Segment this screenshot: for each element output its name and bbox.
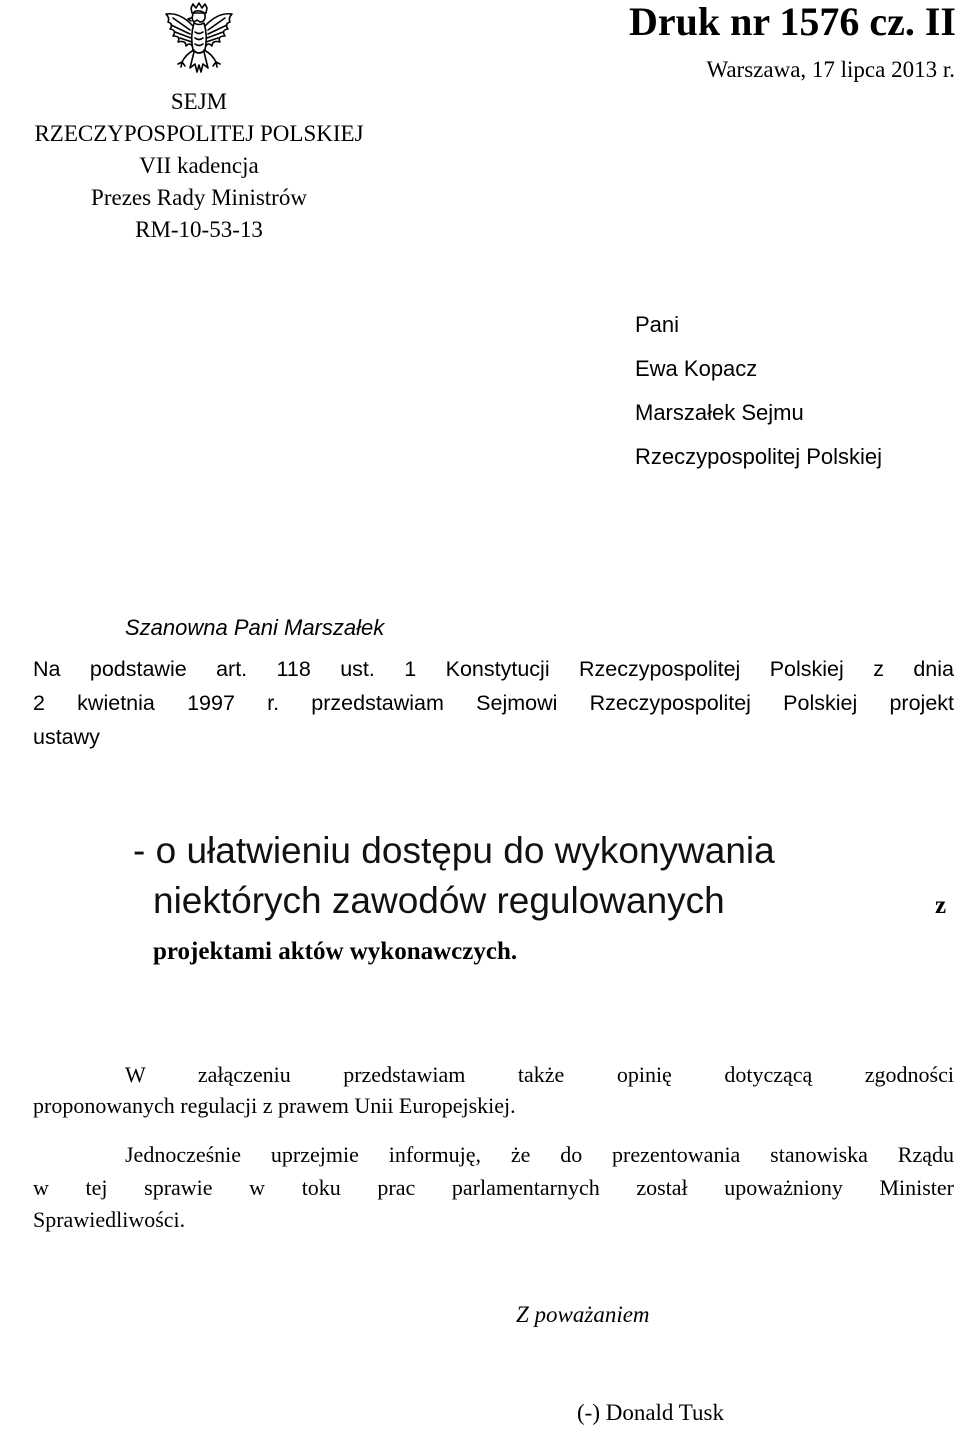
sender-line-kadencja: VII kadencja (139, 153, 259, 178)
intro-line: 2 kwietnia 1997 r. przedstawiam Sejmowi Rzeczypospolitej Polskiej projekt (33, 691, 954, 715)
polish-eagle-emblem-icon (160, 2, 238, 86)
sender-line-sejm: SEJM (170, 89, 228, 114)
body-line: proponowanych regulacji z prawem Unii Europejskiej. (33, 1093, 516, 1118)
addressee-line: Rzeczypospolitej Polskiej (635, 444, 882, 469)
salutation: Szanowna Pani Marszałek (125, 615, 385, 640)
bill-title-connector: z (935, 892, 947, 919)
bill-title-line: niektórych zawodów regulowanych (153, 880, 725, 921)
closing-phrase: Z poważaniem (516, 1302, 650, 1327)
body-line: Sprawiedliwości. (33, 1207, 186, 1232)
sender-block (0, 86, 398, 246)
intro-line: ustawy (33, 725, 100, 749)
sender-line-rp: RZECZYPOSPOLITEJ POLSKIEJ (34, 121, 364, 146)
body-line: w tej sprawie w toku prac parlamentarnych został upoważniony Minister (33, 1175, 954, 1200)
addressee-line: Marszałek Sejmu (635, 400, 804, 425)
intro-line: Na podstawie art. 118 ust. 1 Konstytucji Rzeczypospolitej Polskiej z dnia (33, 657, 954, 681)
body-line: Jednocześnie uprzejmie informuję, że do prezentowania stanowiska Rządu (125, 1142, 954, 1167)
sender-line-prezes: Prezes Rady Ministrów (91, 185, 307, 210)
place-date: Warszawa, 17 lipca 2013 r. (706, 57, 955, 82)
addressee-block (635, 303, 882, 479)
signature: (-) Donald Tusk (577, 1400, 724, 1425)
print-number: Druk nr 1576 cz. II (628, 0, 956, 44)
sender-line-reference: RM-10-53-13 (135, 217, 263, 242)
bill-title-line: - o ułatwieniu dostępu do wykonywania (133, 830, 775, 871)
addressee-line: Pani (635, 312, 680, 337)
bill-title-line: projektami aktów wykonawczych. (153, 938, 518, 965)
body-line: W załączeniu przedstawiam także opinię dotyczącą zgodności (125, 1062, 954, 1087)
addressee-line: Ewa Kopacz (635, 356, 758, 381)
